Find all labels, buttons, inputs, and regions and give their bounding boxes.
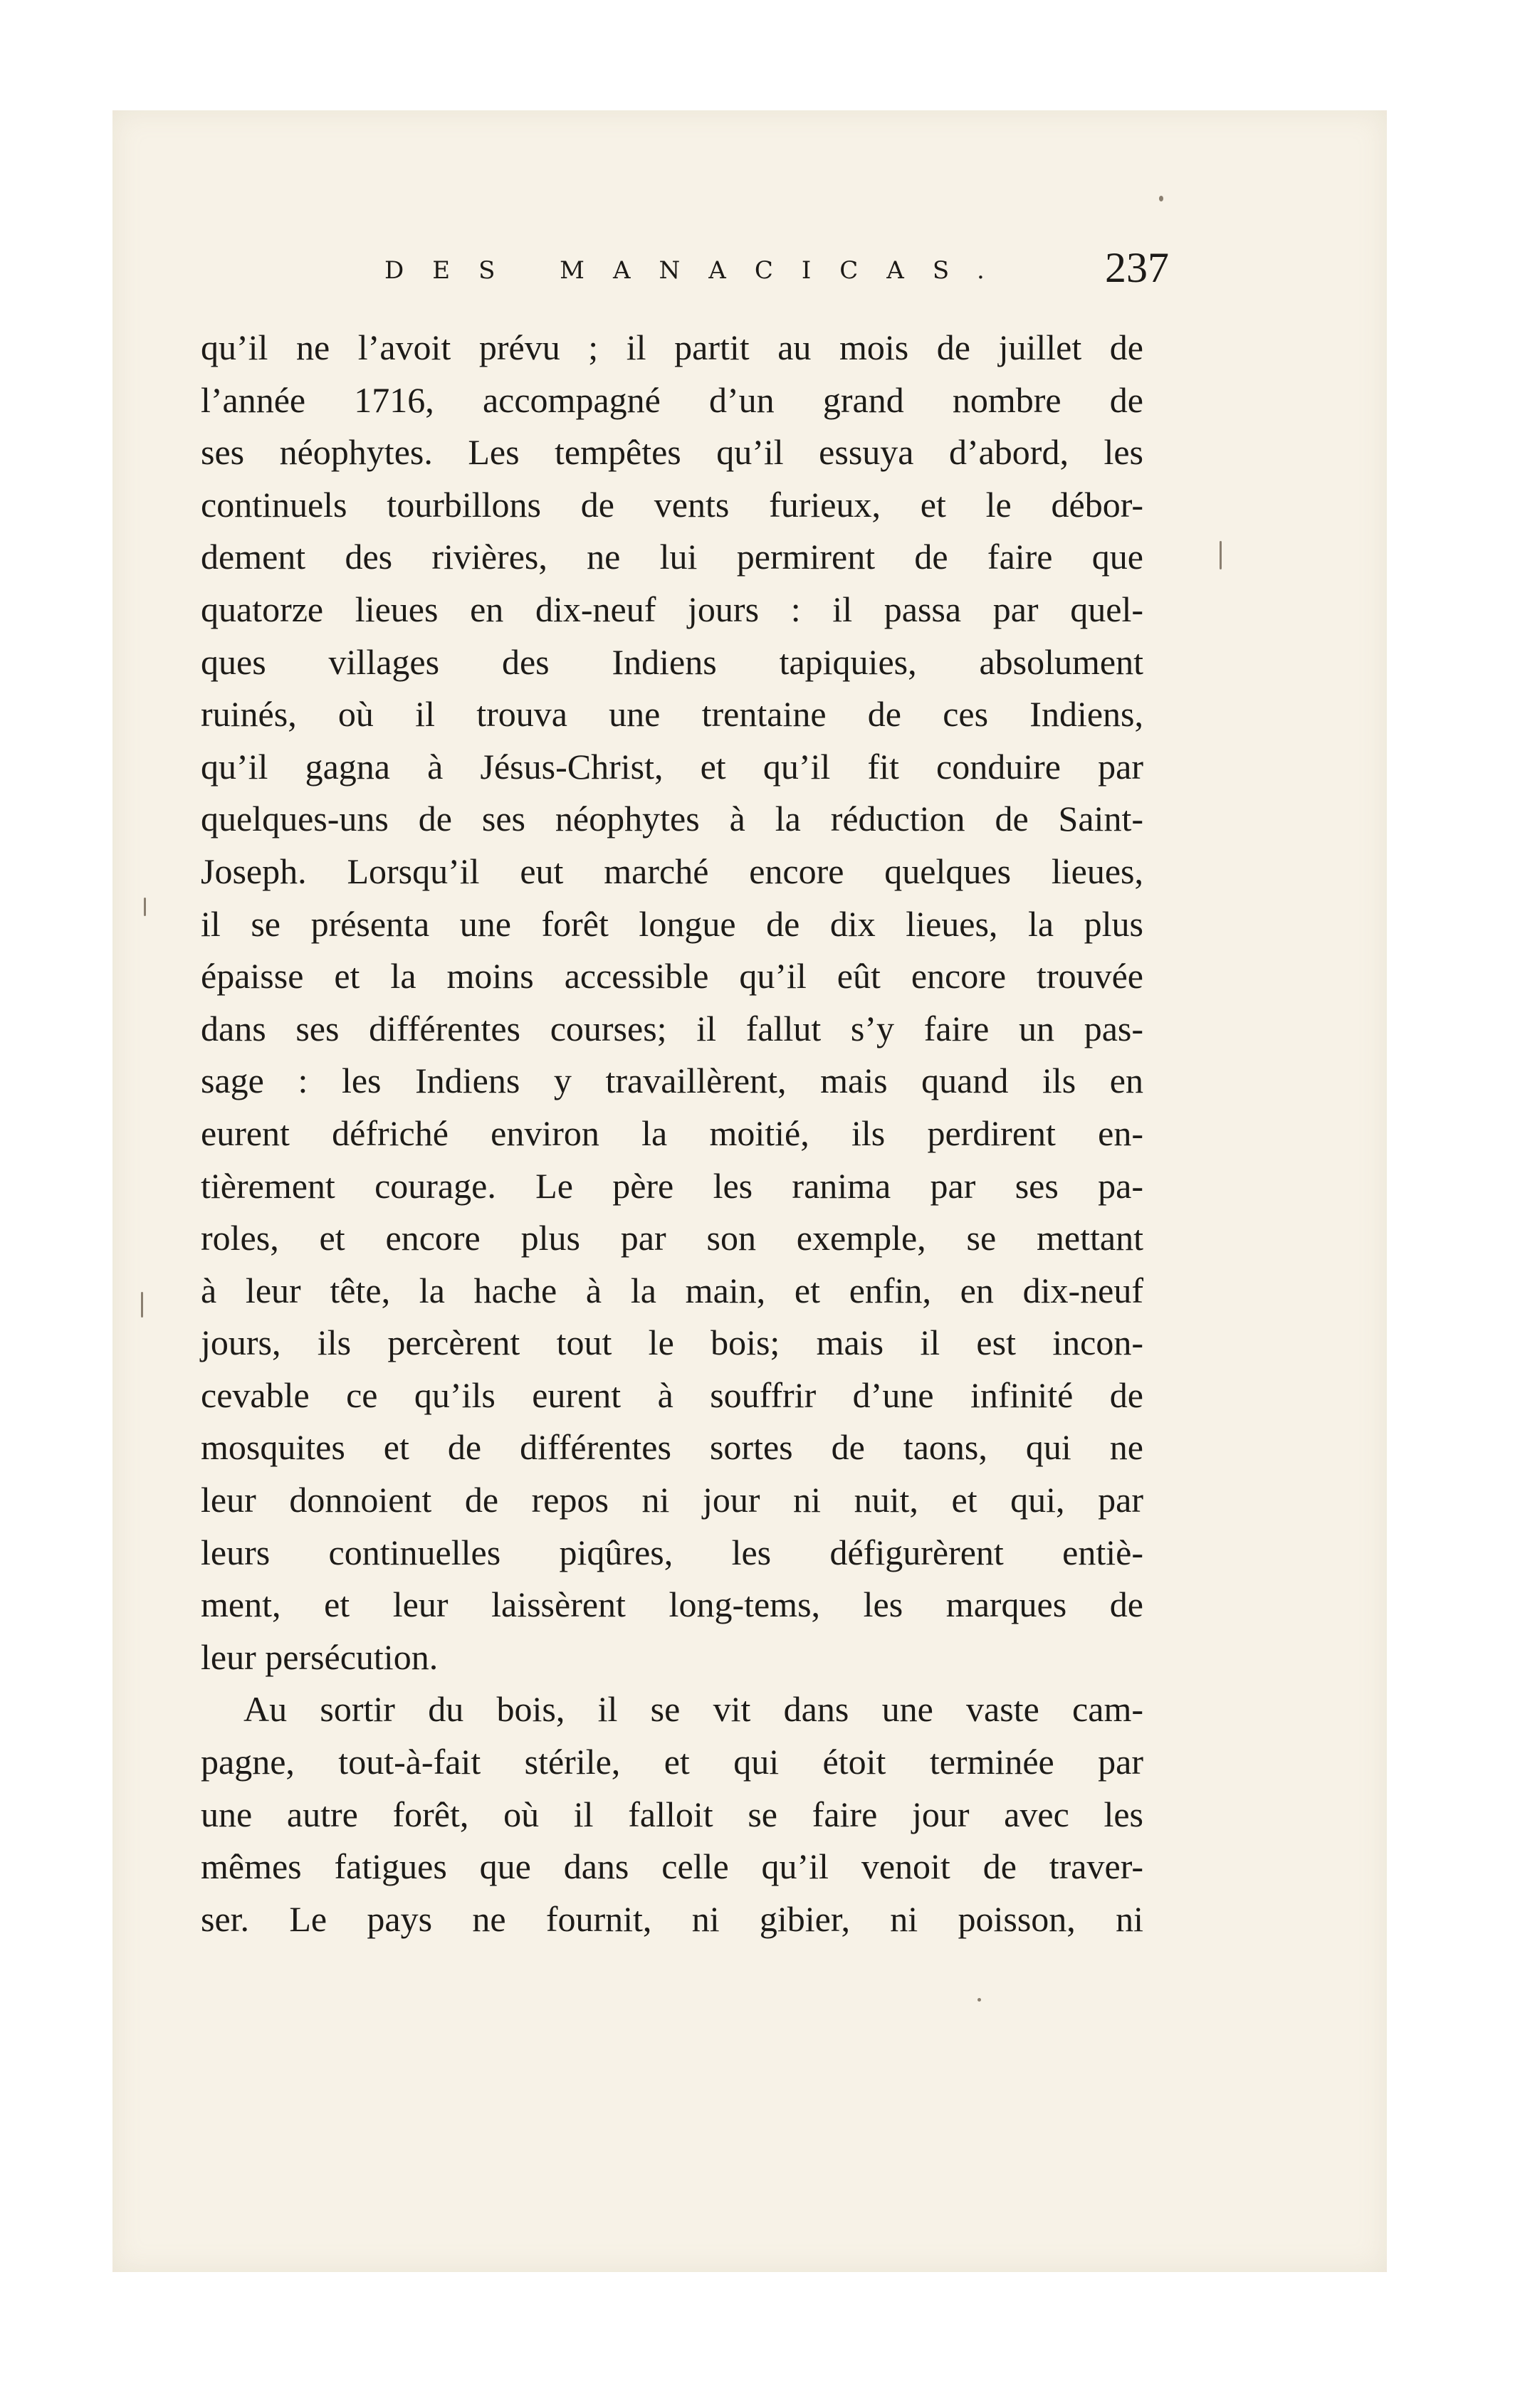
text-line: leur persécution. [201, 1636, 439, 1677]
text-line: continuels tourbillons de vents furieux, et le débor- [201, 484, 1143, 525]
paper-speck [1159, 196, 1163, 201]
text-line: leurs continuelles piqûres, les défigurèrent entiè- [201, 1532, 1143, 1572]
paper-speck [141, 1292, 143, 1318]
paragraph [201, 1683, 1143, 1945]
text-line: mosquites et de différentes sortes de taons, qui ne [201, 1427, 1143, 1468]
text-line: dans ses différentes courses; il fallut s’y faire un pas- [201, 1008, 1143, 1048]
text-line: il se présenta une forêt longue de dix lieues, la plus [201, 903, 1143, 944]
text-line: qu’il gagna à Jésus-Christ, et qu’il fit conduire par [201, 746, 1143, 787]
text-line: à leur tête, la hache à la main, et enfin, en dix-neuf [201, 1270, 1143, 1310]
text-line: l’année 1716, accompagné d’un grand nombre de [201, 379, 1143, 420]
running-head: DES MANACICAS. [384, 256, 1013, 285]
text-line: leur donnoient de repos ni jour ni nuit, et qui, par [201, 1480, 1143, 1520]
paragraph [201, 322, 1143, 1683]
text-line: épaisse et la moins accessible qu’il eût encore trouvée [201, 956, 1143, 997]
text-line: Au sortir du bois, il se vit dans une vaste cam- [243, 1689, 1143, 1730]
page-number: 237 [1105, 244, 1169, 291]
text-line: cevable ce qu’ils eurent à souffrir d’une infinité de [201, 1374, 1143, 1415]
text-line: ruinés, où il trouva une trentaine de ces Indiens, [201, 694, 1143, 735]
text-line: sage : les Indiens y travaillèrent, mais quand ils en [201, 1061, 1143, 1101]
text-line: une autre forêt, où il falloit se faire jour avec les [201, 1794, 1143, 1834]
text-line: quatorze lieues en dix-neuf jours : il passa par quel- [201, 589, 1143, 629]
text-line: eurent défriché environ la moitié, ils perdirent en- [201, 1113, 1143, 1153]
text-line: ses néophytes. Les tempêtes qu’il essuya d’abord, les [201, 432, 1143, 473]
text-line: qu’il ne l’avoit prévu ; il partit au mois de juillet de [201, 327, 1143, 367]
paper-speck [144, 898, 146, 916]
text-line: pagne, tout-à-fait stérile, et qui étoit terminée par [201, 1742, 1143, 1782]
text-line: roles, et encore plus par son exemple, se mettant [201, 1218, 1143, 1258]
paper-speck [1220, 541, 1222, 569]
text-line: mêmes fatigues que dans celle qu’il venoit de traver- [201, 1846, 1143, 1887]
text-line: ques villages des Indiens tapiquies, absolument [201, 641, 1143, 682]
text-line: ment, et leur laissèrent long-tems, les marques de [201, 1584, 1143, 1625]
text-line: tièrement courage. Le père les ranima par ses pa- [201, 1165, 1143, 1206]
text-line: dement des rivières, ne lui permirent de faire que [201, 537, 1143, 577]
paper-speck [977, 1998, 981, 2002]
text-line: ser. Le pays ne fournit, ni gibier, ni poisson, ni [201, 1898, 1143, 1939]
body-text [201, 322, 1143, 1945]
text-line: jours, ils percèrent tout le bois; mais il est incon- [201, 1323, 1143, 1363]
text-line: quelques-uns de ses néophytes à la réduction de Saint- [201, 799, 1143, 839]
text-line: Joseph. Lorsqu’il eut marché encore quelques lieues, [201, 851, 1143, 891]
